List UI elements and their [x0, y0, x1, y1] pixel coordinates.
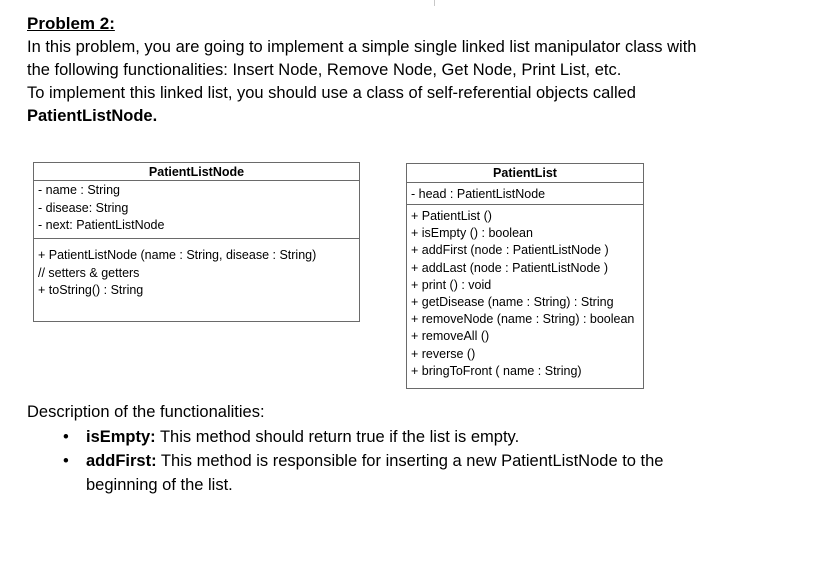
description-term: addFirst:	[86, 452, 157, 470]
bullet-icon: •	[63, 428, 69, 446]
uml-operation: + addLast (node : PatientListNode )	[411, 260, 609, 275]
uml-attribute: - disease: String	[38, 200, 129, 215]
intro-line-2: the following functionalities: Insert Node, Remove Node, Get Node, Print List, etc.	[27, 61, 622, 79]
uml-attribute: - head : PatientListNode	[411, 187, 546, 201]
description-item-add-first	[86, 449, 726, 497]
uml-operation: + print () : void	[411, 277, 492, 292]
uml-operation: // setters & getters	[38, 265, 140, 280]
uml-operation: + addFirst (node : PatientListNode )	[411, 243, 609, 258]
uml-attributes-section	[34, 181, 359, 239]
description-term: isEmpty:	[86, 428, 156, 446]
uml-operation: + bringToFront ( name : String)	[411, 363, 582, 378]
uml-operation: + reverse ()	[411, 346, 476, 361]
uml-operation: + toString() : String	[38, 283, 144, 297]
uml-operation: + isEmpty () : boolean	[411, 226, 533, 241]
problem-title: Problem 2:	[27, 14, 115, 33]
intro-class-name: PatientListNode.	[27, 107, 158, 125]
uml-operation: + removeNode (name : String) : boolean	[411, 312, 635, 327]
uml-operations-section	[407, 205, 643, 380]
description-text: This method is responsible for inserting a new PatientListNode to the beginning of the list.	[86, 452, 664, 494]
uml-attribute: - name : String	[38, 183, 120, 197]
uml-operation: + removeAll ()	[411, 329, 490, 344]
intro-line-1: In this problem, you are going to implement a simple single linked list manipulator class with	[27, 38, 697, 56]
description-heading: Description of the functionalities:	[27, 403, 265, 421]
uml-class-name: PatientList	[407, 164, 643, 183]
uml-class-name: PatientListNode	[34, 163, 359, 181]
intro-line-3: To implement this linked list, you should use a class of self-referential objects called	[27, 84, 636, 102]
uml-operation: + PatientList ()	[411, 209, 492, 223]
uml-operation: + getDisease (name : String) : String	[411, 294, 614, 309]
bullet-icon: •	[63, 452, 69, 470]
description-text: This method should return true if the list is empty.	[155, 428, 520, 446]
description-item-is-empty	[86, 425, 786, 449]
uml-attributes-section	[407, 183, 643, 205]
uml-operations-section	[34, 239, 359, 300]
uml-operation: + PatientListNode (name : String, disease : String)	[38, 248, 317, 262]
uml-class-patient-list-node	[33, 162, 360, 322]
page-divider-mark	[434, 0, 435, 6]
uml-class-patient-list	[406, 163, 644, 389]
uml-attribute: - next: PatientListNode	[38, 218, 165, 232]
